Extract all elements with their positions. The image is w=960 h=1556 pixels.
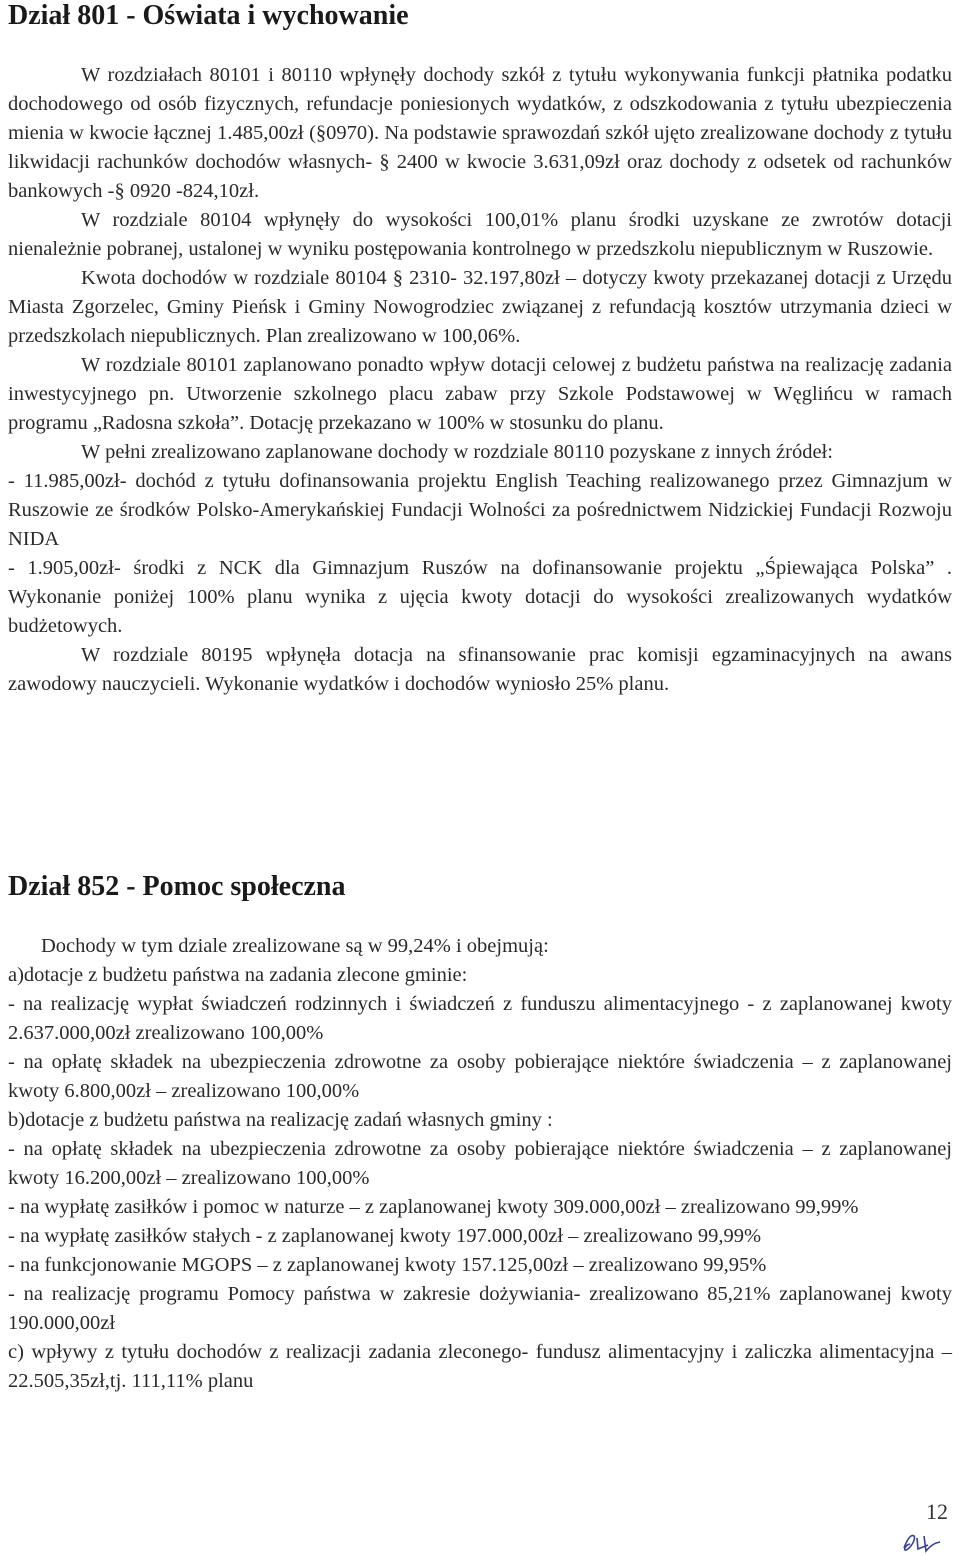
list-item: - na opłatę składek na ubezpieczenia zdrowotne za osoby pobierające niektóre świadczenia – z zaplanowanej kwoty 6.800,00zł – zrealizowano 100,00% [8, 1051, 952, 1102]
section-852-body [8, 932, 952, 1396]
page-number: 12 [926, 1499, 948, 1524]
list-item: - na wypłatę zasiłków stałych - z zaplanowanej kwoty 197.000,00zł – zrealizowano 99,99% [8, 1225, 762, 1247]
paragraph: W rozdziale 80104 wpłynęły do wysokości 100,01% planu środki uzyskane ze zwrotów dotacji nienależnie pobranej, ustalonej w wyniku postępowania kontrolnego w przedszkolu niepublicznym w Ruszowie. [8, 209, 952, 260]
signature-initials [900, 1531, 944, 1553]
list-heading: c) wpływy z tytułu dochodów z realizacji zadania zleconego- fundusz alimentacyjny i zaliczka alimentacyjna – 22.505,35zł,tj. 111,11% planu [8, 1341, 952, 1392]
list-item: - na opłatę składek na ubezpieczenia zdrowotne za osoby pobierające niektóre świadczenia – z zaplanowanej kwoty 16.200,00zł – zrealizowano 100,00% [8, 1138, 952, 1189]
paragraph: W rozdziale 80101 zaplanowano ponadto wpływ dotacji celowej z budżetu państwa na realizację zadania inwestycyjnego pn. Utworzenie szkolnego placu zabaw przy Szkole Podstawowej w Węglińcu w ramach programu „Radosna szkoła”. Dotację przekazano w 100% w stosunku do planu. [8, 354, 952, 434]
list-item: - 1.905,00zł- środki z NCK dla Gimnazjum Ruszów na dofinansowanie projektu „Śpiewająca Polska” . Wykonanie poniżej 100% planu wynika z ujęcia kwoty dotacji do wysokości zrealizowanych wydatków budżetowych. [8, 557, 952, 637]
section-801-body [8, 61, 952, 699]
list-heading: b)dotacje z budżetu państwa na realizację zadań własnych gminy : [8, 1109, 553, 1131]
list-heading: a)dotacje z budżetu państwa na zadania zlecone gminie: [8, 964, 468, 986]
list-item: - 11.985,00zł- dochód z tytułu dofinansowania projektu English Teaching realizowanego przez Gimnazjum w Ruszowie ze środków Polsko-Amerykańskiej Fundacji Wolności za pośrednictwem Nidzickiej Fundacji Rozwoju NIDA [8, 470, 952, 550]
paragraph: W rozdziałach 80101 i 80110 wpłynęły dochody szkół z tytułu wykonywania funkcji płatnika podatku dochodowego od osób fizycznych, refundacje poniesionych wydatków, z odszkodowania z tytułu ubezpieczenia mienia w kwocie łącznej 1.485,00zł (§0970). Na podstawie sprawozdań szkół ujęto zrealizowane dochody z tytułu likwidacji rachunków dochodów własnych- § 2400 w kwocie 3.631,09zł oraz dochody z odsetek od rachunków bankowych -§ 0920 -824,10zł. [8, 64, 952, 202]
list-item: - na realizację programu Pomocy państwa w zakresie dożywiania- zrealizowano 85,21% zaplanowanej kwoty 190.000,00zł [8, 1283, 952, 1334]
paragraph: Dochody w tym dziale zrealizowane są w 99,24% i obejmują: [41, 935, 549, 957]
list-item: - na realizację wypłat świadczeń rodzinnych i świadczeń z funduszu alimentacyjnego - z zaplanowanej kwoty 2.637.000,00zł zrealizowano 100,00% [8, 993, 952, 1044]
list-item: - na funkcjonowanie MGOPS – z zaplanowanej kwoty 157.125,00zł – zrealizowano 99,95% [8, 1254, 767, 1276]
section-heading-852: Dział 852 - Pomoc społeczna [8, 871, 346, 902]
paragraph: W pełni zrealizowano zaplanowane dochody w rozdziale 80110 pozyskane z innych źródeł: [81, 441, 833, 463]
list-item: - na wypłatę zasiłków i pomoc w naturze – z zaplanowanej kwoty 309.000,00zł – zrealizowano 99,99% [8, 1196, 859, 1218]
section-heading-801: Dział 801 - Oświata i wychowanie [8, 0, 409, 31]
paragraph: Kwota dochodów w rozdziale 80104 § 2310- 32.197,80zł – dotyczy kwoty przekazanej dotacji z Urzędu Miasta Zgorzelec, Gminy Pieńsk i Gminy Nowogrodziec związanej z refundacją kosztów utrzymania dzieci w przedszkolach niepublicznych. Plan zrealizowano w 100,06%. [8, 267, 952, 347]
paragraph: W rozdziale 80195 wpłynęła dotacja na sfinansowanie prac komisji egzaminacyjnych na awans zawodowy nauczycieli. Wykonanie wydatków i dochodów wyniosło 25% planu. [8, 644, 952, 695]
